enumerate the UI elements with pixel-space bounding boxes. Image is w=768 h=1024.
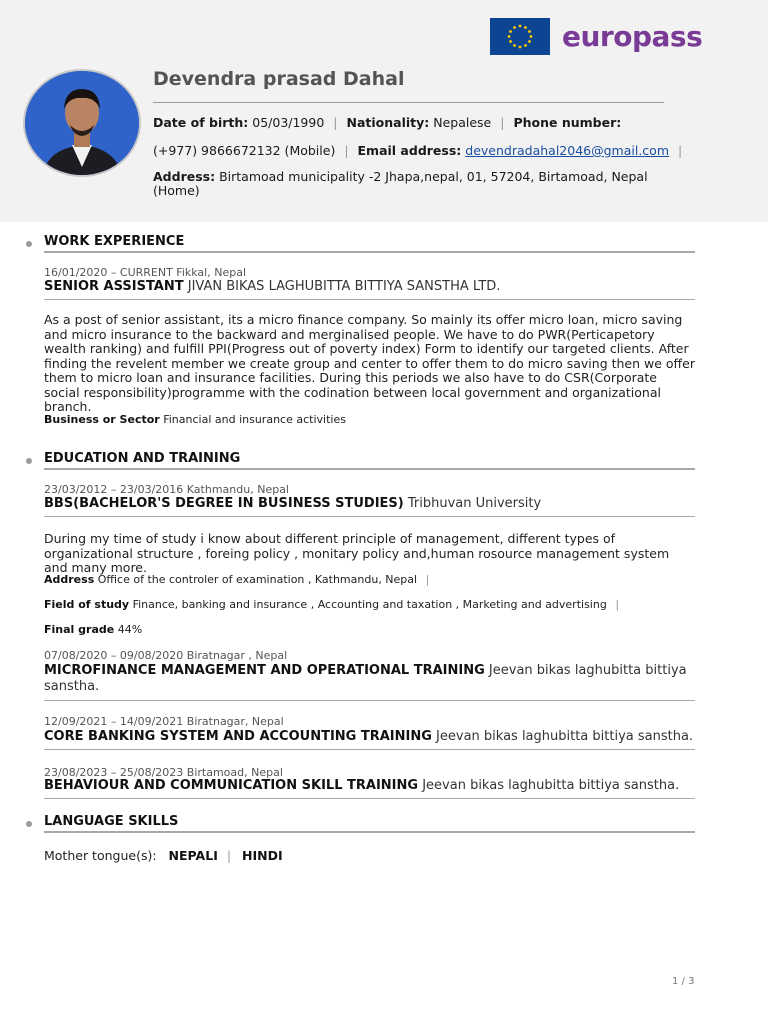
personal-info-row-2 (153, 144, 687, 158)
address-row (153, 170, 673, 198)
training-meta: 23/08/2023 – 25/08/2023 Birtamoad, Nepal (44, 766, 283, 779)
mother-tongue-row (44, 848, 283, 863)
dob-value: 05/03/1990 (252, 115, 325, 130)
education-title (44, 496, 695, 512)
language-heading: LANGUAGE SKILLS (44, 814, 179, 829)
education-org: Tribhuvan University (407, 496, 542, 511)
address-label: Address: (153, 169, 216, 184)
email-label: Email address: (357, 143, 462, 158)
work-title (44, 279, 695, 295)
language-item: HINDI (242, 848, 283, 863)
sector-value: Financial and insurance activities (163, 413, 346, 426)
separator: | (344, 143, 349, 158)
field-value: Finance, banking and insurance , Accounting and taxation , Marketing and advertising (132, 598, 607, 611)
training-meta: 07/08/2020 – 09/08/2020 Biratnagar , Nepal (44, 649, 288, 662)
section-bullet (26, 241, 32, 247)
entry-divider (44, 749, 695, 750)
entry-divider (44, 299, 695, 300)
eu-flag-icon (490, 18, 550, 55)
training-name: CORE BANKING SYSTEM AND ACCOUNTING TRAINING (44, 729, 432, 744)
separator: | (615, 598, 620, 611)
education-heading: EDUCATION AND TRAINING (44, 451, 241, 466)
education-address-value: Office of the controler of examination , Kathmandu, Nepal (97, 573, 418, 586)
phone-label: Phone number: (513, 115, 622, 130)
address-value: Birtamoad municipality -2 Jhapa,nepal, 01, 57204, Birtamoad, Nepal (219, 169, 648, 184)
nationality-label: Nationality: (346, 115, 430, 130)
training-title (44, 778, 695, 794)
training-name: MICROFINANCE MANAGEMENT AND OPERATIONAL TRAINING (44, 663, 485, 678)
training-title (44, 663, 695, 695)
field-label: Field of study (44, 598, 130, 611)
training-meta: 12/09/2021 – 14/09/2021 Biratnagar, Nepal (44, 715, 284, 728)
section-bullet (26, 821, 32, 827)
training-org: Jeevan bikas laghubitta bittiya sanstha. (44, 663, 687, 694)
logo-text: europass (562, 20, 703, 53)
candidate-name: Devendra prasad Dahal (153, 68, 405, 90)
section-divider (44, 251, 695, 253)
separator: | (500, 115, 505, 130)
work-role: SENIOR ASSISTANT (44, 279, 184, 294)
sector-label: Business or Sector (44, 413, 160, 426)
separator: | (226, 848, 232, 863)
section-divider (44, 468, 695, 470)
training-title (44, 729, 695, 745)
mother-tongue-label: Mother tongue(s): (44, 848, 157, 863)
nationality-value: Nepalese (433, 115, 492, 130)
profile-photo (23, 69, 141, 177)
education-description: During my time of study i know about different principle of management, different types of organizational structure , foreing policy , monitary policy and,human rosource management system and many more. (44, 531, 670, 575)
work-employer: JIVAN BIKAS LAGHUBITTA BITTIYA SANSTHA LTD. (187, 279, 501, 294)
education-meta: 23/03/2012 – 23/03/2016 Kathmandu, Nepal (44, 483, 289, 496)
training-name: BEHAVIOUR AND COMMUNICATION SKILL TRAINING (44, 778, 419, 793)
work-sector (44, 413, 346, 426)
entry-divider (44, 516, 695, 517)
work-description: As a post of senior assistant, its a micro finance company. So mainly its offer micro loan, micro saving and micro insurance to the backward and merginalised people. We have to do PWR(Perticapetory wealth ranking) and fulfill PPI(Progress out of poverty index) Form to identify our targeted clients. After finding the revelent member we create group and center to offer them to do micro saving then we offer them to micro loan and insurance facilities. During this periods we also have to do CSR(Corporate social responsibility)programme with the codination between local government and organizational branch. (44, 312, 695, 414)
separator: | (425, 573, 430, 586)
entry-divider (44, 798, 695, 799)
europass-logo (490, 18, 702, 55)
work-experience-heading: WORK EXPERIENCE (44, 234, 185, 249)
separator: | (333, 115, 338, 130)
education-address-label: Address (44, 573, 95, 586)
separator: | (677, 143, 683, 158)
section-bullet (26, 458, 32, 464)
grade-label: Final grade (44, 623, 115, 636)
language-item: NEPALI (168, 848, 218, 863)
work-meta: 16/01/2020 – CURRENT Fikkal, Nepal (44, 266, 247, 279)
phone-value: (+977) 9866672132 (Mobile) (153, 143, 336, 158)
education-grade (44, 623, 142, 636)
education-address (44, 573, 434, 586)
name-divider (153, 102, 664, 103)
training-org: Jeevan bikas laghubitta bittiya sanstha. (422, 778, 680, 793)
training-org: Jeevan bikas laghubitta bittiya sanstha. (436, 729, 694, 744)
email-link[interactable]: devendradahal2046@gmail.com (465, 143, 669, 158)
page-number: 1 / 3 (672, 976, 695, 987)
section-divider (44, 831, 695, 833)
dob-label: Date of birth: (153, 115, 249, 130)
address-type: (Home) (153, 183, 200, 198)
grade-value: 44% (117, 623, 143, 636)
education-degree: BBS(BACHELOR'S DEGREE IN BUSINESS STUDIES) (44, 496, 404, 511)
education-field (44, 598, 624, 611)
personal-info-row-1 (153, 116, 621, 130)
entry-divider (44, 700, 695, 701)
